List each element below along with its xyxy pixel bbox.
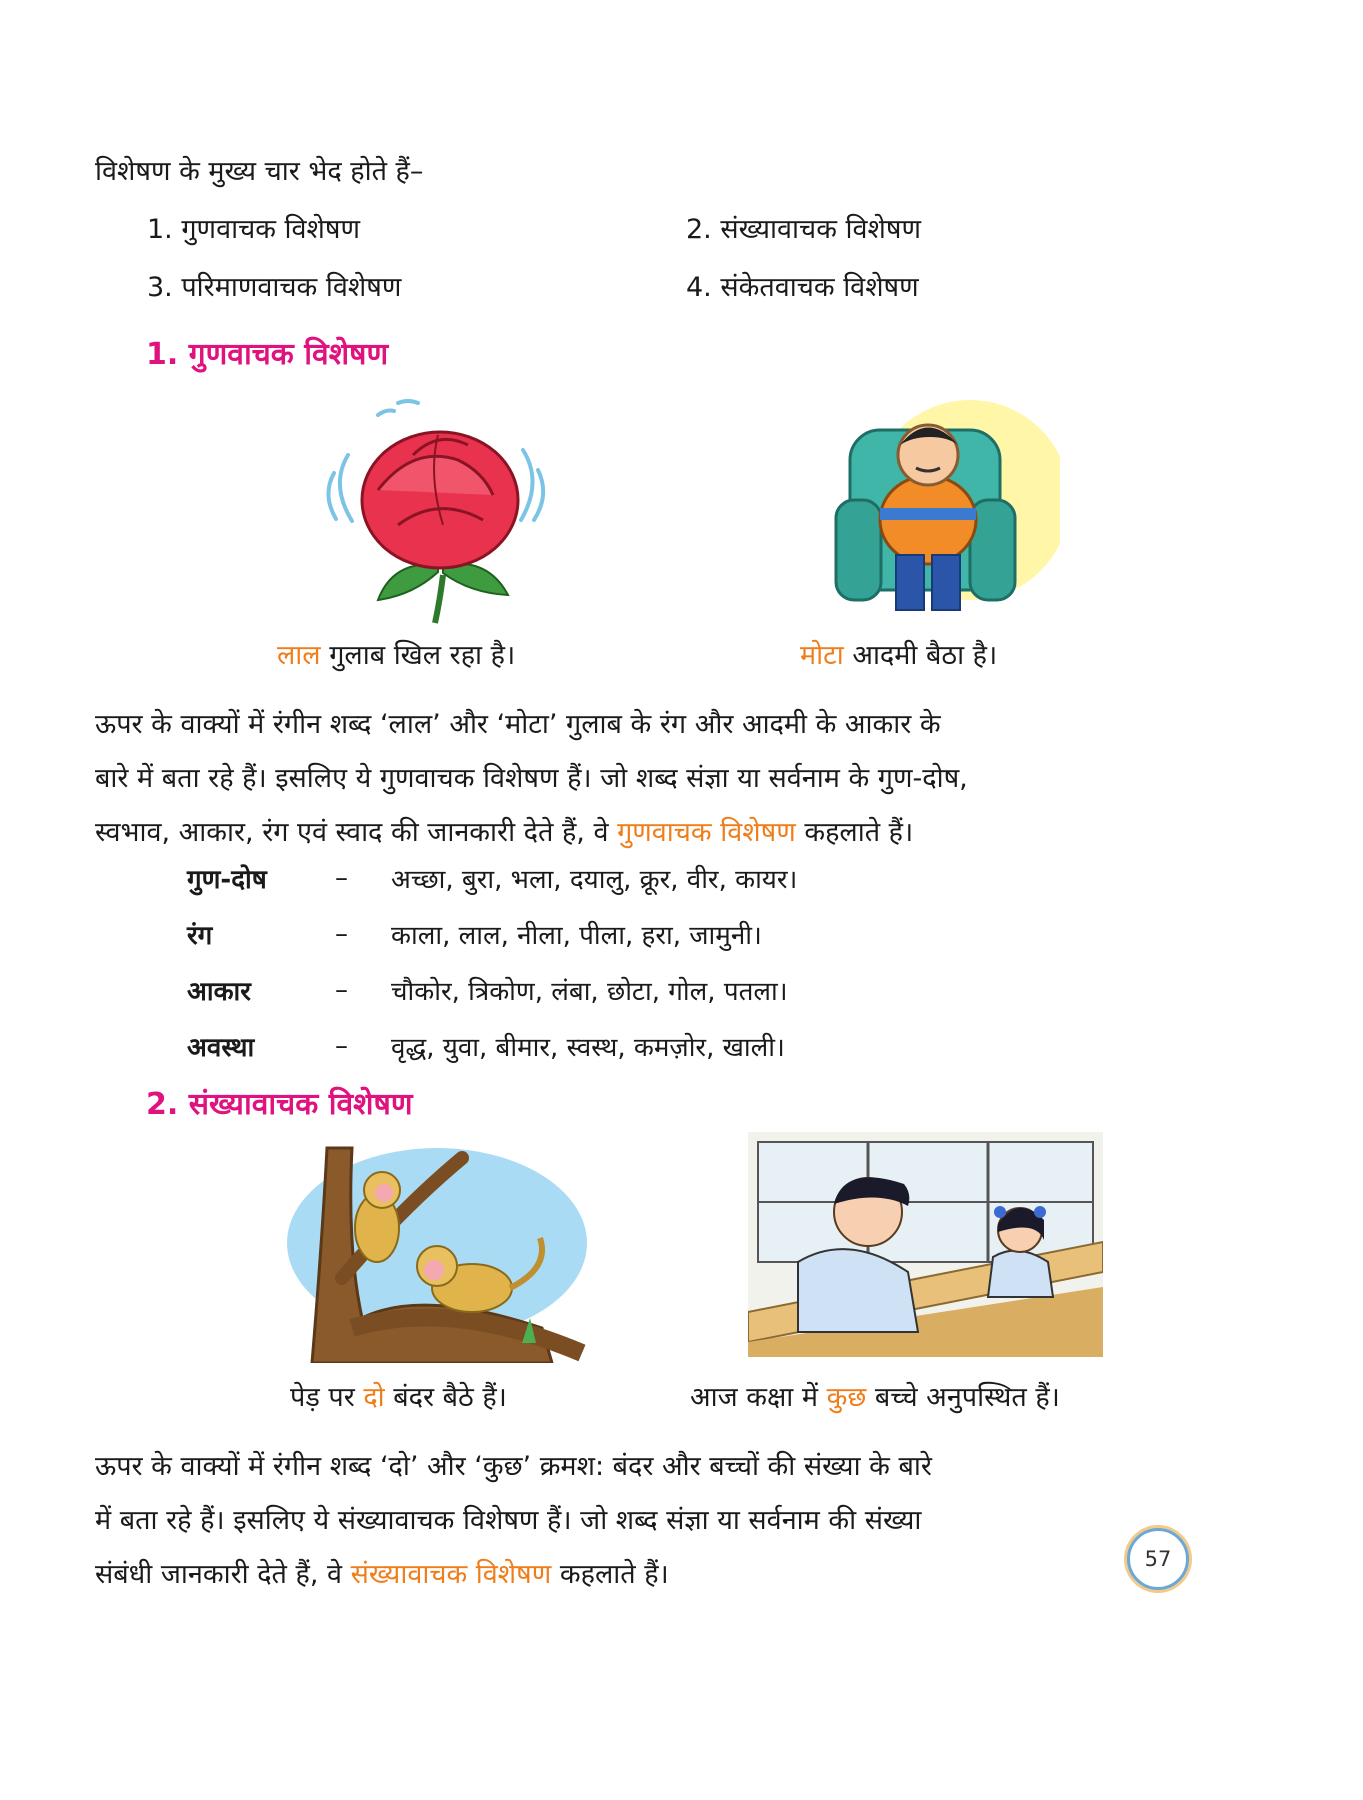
para-line (95, 1548, 1285, 1602)
example-dash: – (335, 919, 348, 949)
fat-man-illustration (830, 390, 1060, 620)
example-key: आकार (187, 977, 251, 1007)
highlight-term: संख्यावाचक विशेषण (350, 1559, 552, 1590)
section1-heading: 1. गुणवाचक विशेषण (146, 337, 389, 372)
caption-man (800, 640, 997, 672)
caption-rest: आदमी बैठा है। (843, 640, 998, 671)
para-line: ऊपर के वाक्यों में रंगीन शब्द ‘लाल’ और ‘मोटा’ गुलाब के रंग और आदमी के आकार के (95, 709, 941, 740)
example-row (187, 1018, 797, 1074)
para-text: स्वभाव, आकार, रंग एवं स्वाद की जानकारी देते हैं, वे (95, 817, 618, 848)
highlight-word: कुछ (826, 1382, 867, 1413)
para-line: बारे में बता रहे हैं। इसलिए ये गुणवाचक विशेषण हैं। जो शब्द संज्ञा या सर्वनाम के गुण-दोष, (95, 763, 968, 794)
caption-rest: गुलाब खिल रहा है। (320, 640, 516, 671)
para-line: में बता रहे हैं। इसलिए ये संख्यावाचक विशेषण हैं। जो शब्द संज्ञा या सर्वनाम की संख्या (95, 1505, 922, 1536)
para-text: कहलाते हैं। (795, 817, 914, 848)
highlight-word: दो (363, 1382, 385, 1413)
rose-illustration (318, 395, 558, 625)
section2-paragraph (95, 1440, 1285, 1602)
example-key: अवस्था (187, 1033, 255, 1063)
section1-paragraph (95, 698, 1285, 860)
example-value: अच्छा, बुरा, भला, दयालु, क्रूर, वीर, कायर। (391, 865, 798, 895)
monkeys-illustration (282, 1138, 592, 1363)
caption-rose (277, 640, 515, 672)
highlight-word: लाल (277, 640, 321, 671)
section2-heading: 2. संख्यावाचक विशेषण (146, 1087, 413, 1122)
caption-classroom (690, 1382, 1060, 1414)
page-number-badge (1127, 1528, 1189, 1590)
classroom-illustration (748, 1132, 1103, 1357)
type-4: 4. संकेतवाचक विशेषण (686, 272, 919, 303)
intro-text: विशेषण के मुख्य चार भेद होते हैं– (95, 156, 424, 187)
highlight-word: मोटा (800, 640, 844, 671)
highlight-term: गुणवाचक विशेषण (617, 817, 796, 848)
type-3: 3. परिमाणवाचक विशेषण (147, 272, 402, 303)
para-text: संबंधी जानकारी देते हैं, वे (95, 1559, 351, 1590)
example-row (187, 962, 797, 1018)
page-number: 57 (1144, 1547, 1172, 1571)
example-row (187, 850, 797, 906)
example-key: रंग (187, 921, 213, 951)
caption-text: पेड़ पर (290, 1382, 364, 1413)
para-text: कहलाते हैं। (551, 1559, 669, 1590)
type-1: 1. गुणवाचक विशेषण (147, 214, 361, 245)
caption-monkeys (290, 1382, 507, 1414)
para-line: ऊपर के वाक्यों में रंगीन शब्द ‘दो’ और ‘कुछ’ क्रमश: बंदर और बच्चों की संख्या के बारे (95, 1451, 932, 1482)
type-2: 2. संख्यावाचक विशेषण (686, 214, 922, 245)
caption-text: बच्चे अनुपस्थित हैं। (866, 1382, 1060, 1413)
example-key: गुण-दोष (187, 865, 267, 895)
caption-text: आज कक्षा में (690, 1382, 827, 1413)
example-dash: – (335, 863, 348, 893)
example-dash: – (335, 1031, 348, 1061)
example-value: वृद्ध, युवा, बीमार, स्वस्थ, कमज़ोर, खाली। (391, 1033, 785, 1063)
example-row (187, 906, 797, 962)
caption-text: बंदर बैठे हैं। (384, 1382, 507, 1413)
example-dash: – (335, 975, 348, 1005)
examples-list (187, 850, 797, 1074)
example-value: काला, लाल, नीला, पीला, हरा, जामुनी। (391, 921, 762, 951)
example-value: चौकोर, त्रिकोण, लंबा, छोटा, गोल, पतला। (391, 977, 788, 1007)
